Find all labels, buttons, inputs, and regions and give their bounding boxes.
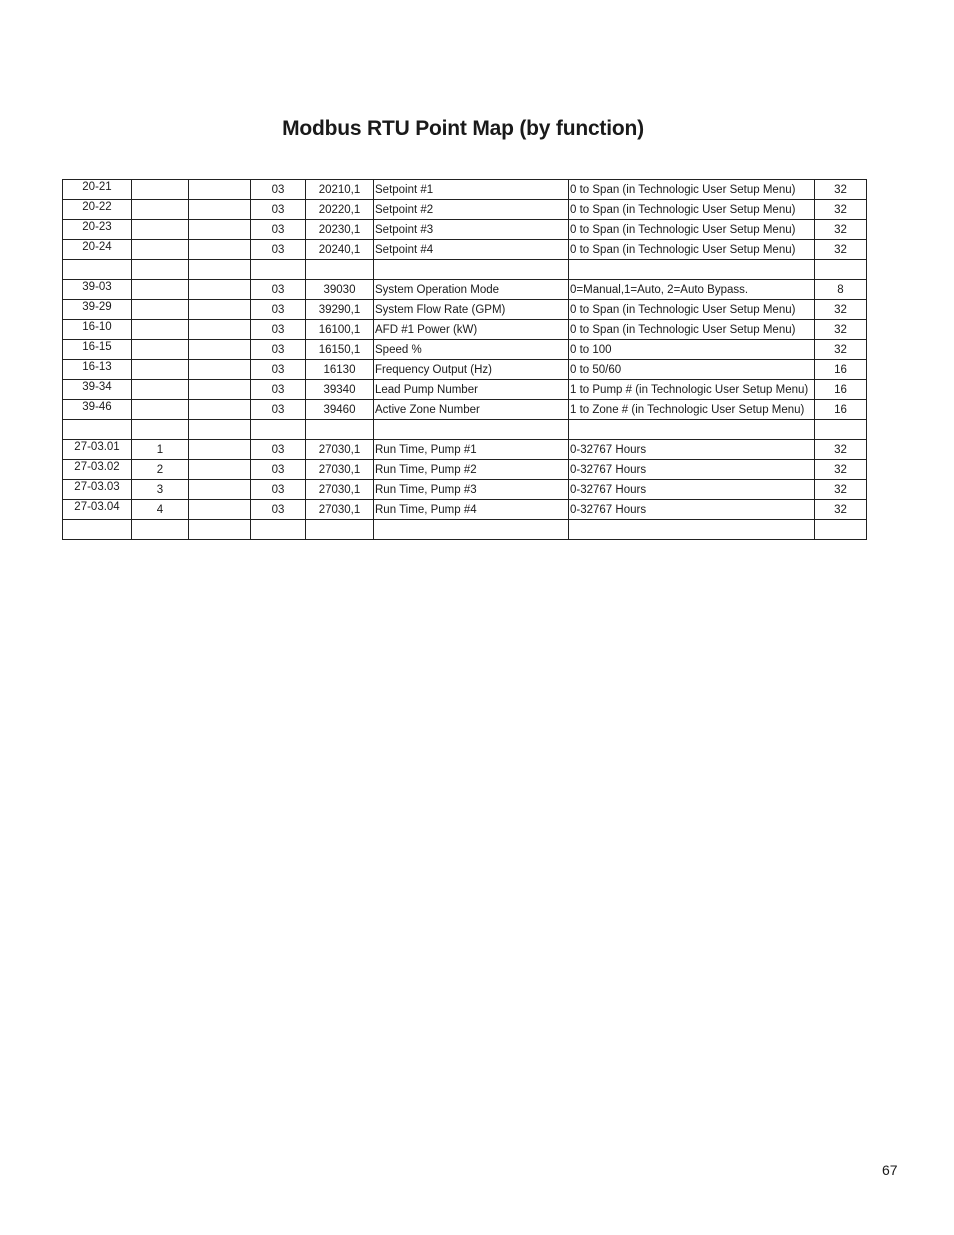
range-cell: 0 to 50/60 [569,360,815,380]
function-code-cell: 03 [251,480,306,500]
parameter-id-cell: 16-10 [63,320,132,340]
index-cell [132,340,189,360]
function-code-cell [251,520,306,540]
parameter-id-cell: 39-29 [63,300,132,320]
empty-cell [189,400,251,420]
table-row [63,460,867,480]
function-code-cell: 03 [251,320,306,340]
register-address-cell: 27030,1 [306,460,374,480]
parameter-id-cell: 20-22 [63,200,132,220]
table-row [63,360,867,380]
table-row [63,260,867,280]
range-cell: 1 to Pump # (in Technologic User Setup Menu) [569,380,815,400]
index-cell [132,260,189,280]
register-address-cell [306,420,374,440]
parameter-id-cell: 39-03 [63,280,132,300]
index-cell [132,180,189,200]
empty-cell [189,520,251,540]
empty-cell [189,300,251,320]
empty-cell [189,320,251,340]
parameter-id-cell: 39-46 [63,400,132,420]
parameter-id-cell: 27-03.01 [63,440,132,460]
description-cell: Frequency Output (Hz) [374,360,569,380]
data-size-cell: 32 [815,500,867,520]
index-cell [132,420,189,440]
parameter-id-cell: 20-24 [63,240,132,260]
function-code-cell: 03 [251,360,306,380]
range-cell [569,260,815,280]
description-cell: Setpoint #2 [374,200,569,220]
function-code-cell [251,260,306,280]
index-cell: 2 [132,460,189,480]
data-size-cell [815,420,867,440]
empty-cell [189,240,251,260]
range-cell [569,520,815,540]
range-cell: 0-32767 Hours [569,480,815,500]
point-map-table [62,179,867,540]
description-cell [374,420,569,440]
empty-cell [189,460,251,480]
function-code-cell: 03 [251,440,306,460]
data-size-cell [815,520,867,540]
page-number: 67 [882,1162,898,1178]
empty-cell [189,340,251,360]
register-address-cell: 39030 [306,280,374,300]
empty-cell [189,360,251,380]
function-code-cell [251,420,306,440]
description-cell: System Operation Mode [374,280,569,300]
table-row [63,340,867,360]
description-cell: System Flow Rate (GPM) [374,300,569,320]
parameter-id-cell: 16-13 [63,360,132,380]
function-code-cell: 03 [251,240,306,260]
index-cell [132,300,189,320]
range-cell: 0 to Span (in Technologic User Setup Menu) [569,240,815,260]
empty-cell [189,260,251,280]
empty-cell [189,440,251,460]
table-row [63,520,867,540]
register-address-cell: 39290,1 [306,300,374,320]
index-cell [132,400,189,420]
empty-cell [189,280,251,300]
register-address-cell [306,260,374,280]
range-cell: 1 to Zone # (in Technologic User Setup Menu) [569,400,815,420]
function-code-cell: 03 [251,340,306,360]
table-row [63,420,867,440]
function-code-cell: 03 [251,400,306,420]
register-address-cell: 27030,1 [306,500,374,520]
table-row [63,240,867,260]
register-address-cell: 16130 [306,360,374,380]
parameter-id-cell: 27-03.03 [63,480,132,500]
function-code-cell: 03 [251,220,306,240]
parameter-id-cell [63,420,132,440]
empty-cell [189,180,251,200]
description-cell [374,260,569,280]
range-cell: 0 to Span (in Technologic User Setup Menu) [569,320,815,340]
parameter-id-cell: 27-03.04 [63,500,132,520]
register-address-cell: 39340 [306,380,374,400]
empty-cell [189,480,251,500]
empty-cell [189,420,251,440]
range-cell [569,420,815,440]
data-size-cell: 16 [815,360,867,380]
register-address-cell: 20210,1 [306,180,374,200]
description-cell: Setpoint #4 [374,240,569,260]
data-size-cell: 32 [815,460,867,480]
index-cell [132,280,189,300]
data-size-cell [815,260,867,280]
function-code-cell: 03 [251,280,306,300]
data-size-cell: 32 [815,220,867,240]
description-cell: Setpoint #1 [374,180,569,200]
description-cell: Run Time, Pump #1 [374,440,569,460]
description-cell [374,520,569,540]
description-cell: Lead Pump Number [374,380,569,400]
parameter-id-cell: 16-15 [63,340,132,360]
description-cell: Setpoint #3 [374,220,569,240]
register-address-cell: 27030,1 [306,480,374,500]
parameter-id-cell [63,260,132,280]
range-cell: 0 to 100 [569,340,815,360]
table-row [63,200,867,220]
index-cell [132,360,189,380]
table-row [63,380,867,400]
range-cell: 0 to Span (in Technologic User Setup Menu) [569,300,815,320]
table-row [63,400,867,420]
index-cell [132,380,189,400]
index-cell: 3 [132,480,189,500]
empty-cell [189,220,251,240]
data-size-cell: 16 [815,380,867,400]
description-cell: Run Time, Pump #2 [374,460,569,480]
register-address-cell: 20240,1 [306,240,374,260]
index-cell: 1 [132,440,189,460]
parameter-id-cell: 27-03.02 [63,460,132,480]
range-cell: 0-32767 Hours [569,440,815,460]
range-cell: 0=Manual,1=Auto, 2=Auto Bypass. [569,280,815,300]
index-cell [132,240,189,260]
function-code-cell: 03 [251,180,306,200]
data-size-cell: 32 [815,480,867,500]
function-code-cell: 03 [251,200,306,220]
description-cell: Speed % [374,340,569,360]
table-row [63,480,867,500]
register-address-cell: 20220,1 [306,200,374,220]
function-code-cell: 03 [251,460,306,480]
data-size-cell: 32 [815,320,867,340]
description-cell: Run Time, Pump #3 [374,480,569,500]
register-address-cell: 27030,1 [306,440,374,460]
index-cell [132,220,189,240]
register-address-cell [306,520,374,540]
point-map-rows [63,180,867,540]
range-cell: 0 to Span (in Technologic User Setup Menu) [569,180,815,200]
index-cell [132,520,189,540]
parameter-id-cell: 20-21 [63,180,132,200]
page-title: Modbus RTU Point Map (by function) [282,117,644,140]
empty-cell [189,380,251,400]
table-row [63,220,867,240]
data-size-cell: 8 [815,280,867,300]
index-cell [132,320,189,340]
data-size-cell: 32 [815,300,867,320]
range-cell: 0-32767 Hours [569,500,815,520]
index-cell [132,200,189,220]
description-cell: Run Time, Pump #4 [374,500,569,520]
table-row [63,180,867,200]
range-cell: 0-32767 Hours [569,460,815,480]
table-row [63,500,867,520]
data-size-cell: 32 [815,240,867,260]
parameter-id-cell [63,520,132,540]
register-address-cell: 16150,1 [306,340,374,360]
description-cell: AFD #1 Power (kW) [374,320,569,340]
parameter-id-cell: 39-34 [63,380,132,400]
register-address-cell: 39460 [306,400,374,420]
register-address-cell: 16100,1 [306,320,374,340]
range-cell: 0 to Span (in Technologic User Setup Menu) [569,220,815,240]
data-size-cell: 32 [815,340,867,360]
data-size-cell: 16 [815,400,867,420]
data-size-cell: 32 [815,440,867,460]
table-row [63,440,867,460]
function-code-cell: 03 [251,380,306,400]
register-address-cell: 20230,1 [306,220,374,240]
table-row [63,280,867,300]
table-row [63,300,867,320]
parameter-id-cell: 20-23 [63,220,132,240]
data-size-cell: 32 [815,200,867,220]
range-cell: 0 to Span (in Technologic User Setup Menu) [569,200,815,220]
description-cell: Active Zone Number [374,400,569,420]
table-row [63,320,867,340]
data-size-cell: 32 [815,180,867,200]
empty-cell [189,200,251,220]
index-cell: 4 [132,500,189,520]
function-code-cell: 03 [251,500,306,520]
empty-cell [189,500,251,520]
function-code-cell: 03 [251,300,306,320]
